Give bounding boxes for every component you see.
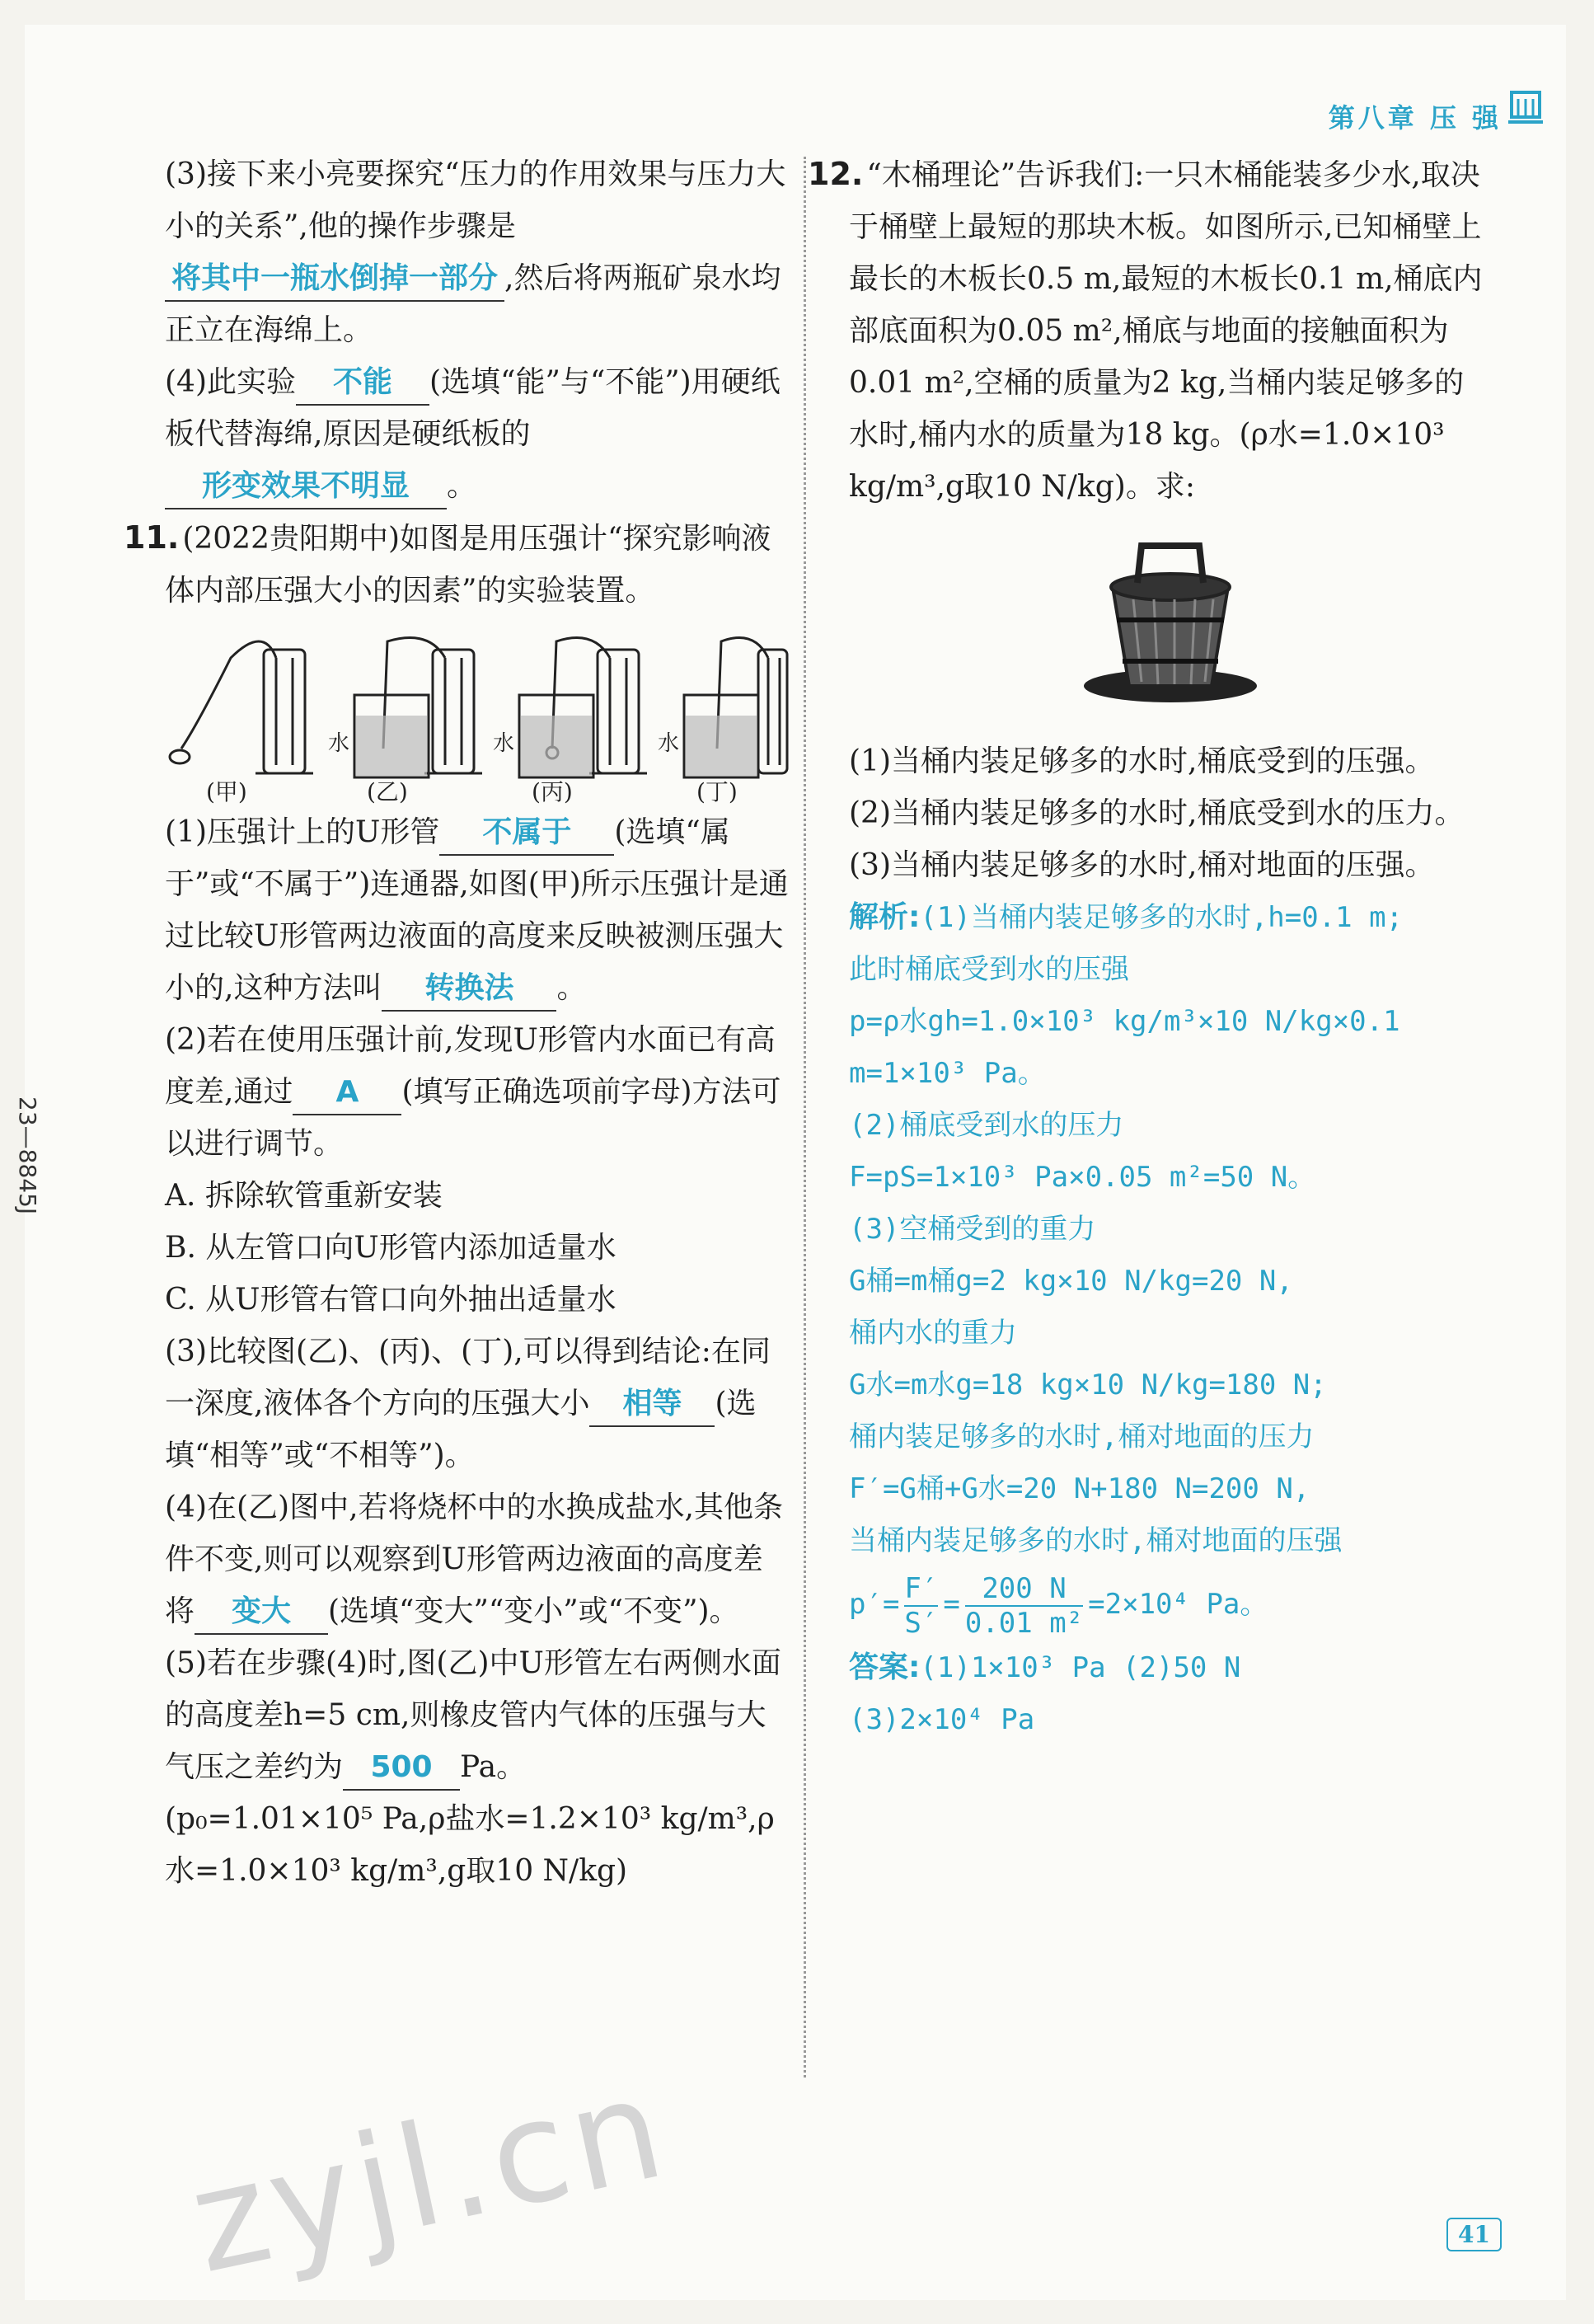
q11-intro: [124, 512, 791, 617]
solution-line: (1)当桶内装足够多的水时,h=0.1 m;: [920, 901, 1404, 934]
q10-3-text: (3)接下来小亮要探究“压力的作用效果与压力大小的关系”,他的操作步骤是: [165, 157, 786, 243]
water-label: 水: [658, 731, 680, 756]
watermark: zyjl.cn: [177, 2045, 681, 2306]
q12-intro: [808, 148, 1492, 513]
solution-line: (3)空桶受到的重力: [849, 1213, 1096, 1246]
solution-line: F=pS=1×10³ Pa×0.05 m²=50 N。: [849, 1161, 1316, 1194]
answer-blank: 转换法: [382, 967, 556, 1012]
figure-label-bing: (丙): [532, 778, 573, 805]
page-number: 41: [1446, 2218, 1502, 2251]
water-label: 水: [493, 731, 515, 756]
q11-4-text: (4)在(乙)图中,若将烧杯中的水换成盐水,其他条件不变,则可以观察到U形管两边液面的高度差将: [165, 1491, 783, 1628]
question-number: 12.: [808, 156, 864, 192]
right-column: [808, 148, 1492, 1746]
q11-5-text-end: Pa。: [460, 1750, 527, 1784]
q11-5-text: (5)若在步骤(4)时,图(乙)中U形管左右两侧水面的高度差h=5 cm,则橡皮管内气体的压强与大气压之差约为: [165, 1646, 781, 1784]
answer-blank: 不能: [296, 361, 429, 406]
equals-sign: =: [943, 1588, 960, 1621]
final-formula: [849, 1567, 1492, 1641]
figure-label-jia: (甲): [206, 778, 247, 805]
answer-blank: 不属于: [439, 811, 614, 856]
q11-constants: (p₀=1.01×10⁵ Pa,ρ盐水=1.2×10³ kg/m³,ρ水=1.0×10³ kg/m³,g取10 N/kg): [165, 1802, 775, 1888]
q11-part1: [165, 806, 791, 1014]
left-column: [124, 148, 791, 1897]
q11-2-text-end: (填写正确选项前字母)方法可以进行调节。: [165, 1075, 781, 1161]
q11-part3: [165, 1326, 791, 1481]
fraction-numerator: 200 N: [965, 1572, 1083, 1607]
q11-3-text: (3)比较图(乙)、(丙)、(丁),可以得到结论:在同一深度,液体各个方向的压强大小: [165, 1335, 771, 1420]
q10-4-text-mid: (选填“能”与“不能”)用硬纸板代替海绵,原因是硬纸板的: [165, 365, 781, 451]
answer-line: [849, 1641, 1492, 1694]
answer-blank: 形变效果不明显: [165, 465, 447, 509]
side-code: 23—8845J: [14, 1096, 41, 1215]
wooden-bucket-illustration: [1080, 529, 1261, 711]
solution-line: 桶内水的重力: [849, 1317, 1017, 1350]
option-a: A. 拆除软管重新安装: [165, 1179, 443, 1213]
answer-blank: 将其中一瓶水倒掉一部分: [165, 257, 504, 302]
q12-part2: (2)当桶内装足够多的水时,桶底受到水的压力。: [849, 796, 1465, 830]
solution-line: G桶=m桶g=2 kg×10 N/kg=20 N,: [849, 1265, 1293, 1298]
fraction-denominator: 0.01 m²: [964, 1606, 1084, 1640]
answer-blank: 变大: [195, 1590, 328, 1635]
answer-text: (3)2×10⁴ Pa: [849, 1703, 1035, 1736]
fraction-denominator: S′: [904, 1606, 939, 1640]
q11-part4: [165, 1481, 791, 1637]
fraction-numerator: F′: [904, 1571, 939, 1605]
fraction-f-over-s: [904, 1572, 938, 1640]
q10-4-text-end: 。: [447, 469, 477, 503]
figure-label-ding: (丁): [696, 778, 738, 805]
pressure-gauge-figure: [165, 625, 791, 806]
fraction-values: [965, 1572, 1083, 1640]
solution-line: 此时桶底受到水的压强: [849, 953, 1129, 986]
chapter-header: [1329, 97, 1502, 135]
answer-blank: 相等: [589, 1383, 715, 1427]
q11-part5: [165, 1637, 791, 1793]
solution-line: 桶内装足够多的水时,桶对地面的压力: [849, 1420, 1315, 1453]
book-icon: [1508, 87, 1543, 127]
answer-blank: A: [293, 1071, 401, 1115]
q11-1-text-end: 。: [556, 971, 587, 1005]
chapter-title: 第八章 压 强: [1328, 102, 1502, 134]
q12-part1: (1)当桶内装足够多的水时,桶底受到的压强。: [849, 744, 1435, 778]
q10-part3: [165, 148, 791, 356]
q11-2-text: (2)若在使用压强计前,发现U形管内水面已有高度差,通过: [165, 1023, 776, 1109]
answer-blank: 500: [343, 1746, 460, 1791]
solution-line: G水=m水g=18 kg×10 N/kg=180 N;: [849, 1369, 1327, 1401]
q10-part4: [165, 356, 791, 512]
solution-header: [849, 891, 1492, 944]
q11-1-text: (1)压强计上的U形管: [165, 815, 440, 849]
answer-label: 答案:: [849, 1650, 921, 1684]
q12-intro-text: “木桶理论”告诉我们:一只木桶能装多少水,取决于桶壁上最短的那块木板。如图所示,已知桶壁上最长的木板长0.5 m,最短的木板长0.1 m,桶底内部底面积为0.05 m²,桶底与地面的接触面积为0.01 m²,空桶的质量为2 kg,当桶内装足够多的水时,桶内水的质量为18 kg。(ρ水=1.0×10³ kg/m³,g取10 N/kg)。求:: [849, 158, 1483, 504]
question-number: 11.: [124, 519, 180, 556]
q11-part2: [165, 1014, 791, 1170]
answer-text: (1)1×10³ Pa (2)50 N: [920, 1651, 1241, 1684]
q10-4-text: (4)此实验: [165, 365, 296, 399]
q12-part3: (3)当桶内装足够多的水时,桶对地面的压强。: [849, 848, 1435, 882]
solution-line: 当桶内装足够多的水时,桶对地面的压强: [849, 1524, 1343, 1557]
solution-line: (2)桶底受到水的压力: [849, 1109, 1124, 1142]
option-c: C. 从U形管右管口向外抽出适量水: [165, 1283, 617, 1317]
water-label: 水: [328, 731, 350, 756]
q10-3-text-end: ,然后将两瓶矿泉水均正立在海绵上。: [165, 261, 781, 347]
formula-lhs: p′=: [849, 1588, 900, 1621]
solution-label: 解析:: [849, 900, 921, 934]
solution-line: F′=G桶+G水=20 N+180 N=200 N,: [849, 1472, 1310, 1505]
column-divider: [804, 157, 806, 2078]
formula-rhs: =2×10⁴ Pa。: [1088, 1588, 1268, 1621]
q11-1-text-mid: (选填“属于”或“不属于”)连通器,如图(甲)所示压强计是通过比较U形管两边液面的高度来反映被测压强大小的,这种方法叫: [165, 815, 789, 1005]
option-b: B. 从左管口向U形管内添加适量水: [165, 1231, 617, 1265]
figure-label-yi: (乙): [367, 778, 408, 805]
solution-line: p=ρ水gh=1.0×10³ kg/m³×10 N/kg×0.1 m=1×10³ Pa。: [849, 1005, 1400, 1090]
q11-intro-text: (2022贵阳期中)如图是用压强计“探究影响液体内部压强大小的因素”的实验装置。: [165, 522, 771, 608]
q11-4-text-end: (选填“变大”“变小”或“不变”)。: [328, 1594, 739, 1628]
q11-3-text-end: (选填“相等”或“不相等”)。: [165, 1387, 757, 1472]
